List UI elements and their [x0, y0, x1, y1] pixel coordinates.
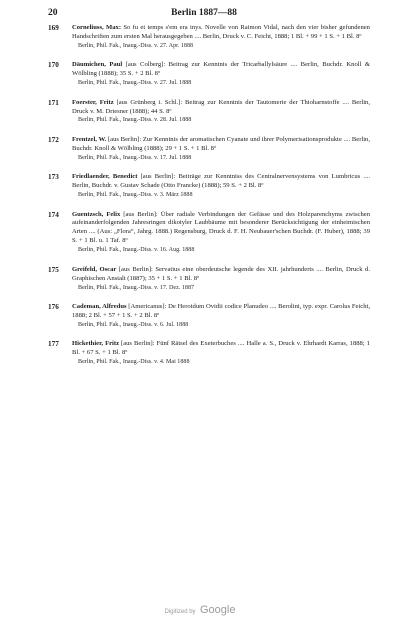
entry-number: 177 [48, 340, 59, 349]
entry-dissertation: Berlin, Phil. Fak., Inaug.-Diss. v. 27. Jul. 1888 [78, 80, 192, 87]
bibliography-entry [48, 136, 370, 162]
entry-number: 172 [48, 135, 59, 144]
entry-description: [aus Berlin]: Servatius eine oberdeutsche legende des XII. jahrhunderts .... Berlin, Druck d. Graphischen Anstalt (1887); 35 + 1 S. + 1 Bl. 8º [72, 265, 370, 282]
entry-number: 174 [48, 210, 59, 219]
entry-author: Corneliuss, Max: [72, 24, 122, 31]
entry-number: 169 [48, 24, 59, 32]
page-header [48, 8, 360, 22]
entry-text [72, 136, 370, 154]
entry-author: Hickethier, Fritz [72, 340, 119, 348]
running-title: Berlin 1887—88 [171, 8, 237, 18]
entry-author: Guentzsch, Felix [72, 210, 121, 218]
entry-description: [aus Grünberg i. Schl.]: Beitrag zur Kenntnis der Tautomerie der Thioharnstoffe .... Berlin, Druck v. M. Driesner (1888); 44 S. 8º [72, 98, 370, 115]
entry-number: 175 [48, 265, 59, 274]
bibliography-list [48, 24, 370, 378]
bibliography-entry [48, 303, 370, 329]
entry-dissertation: Berlin, Phil. Fak., Inaug.-Diss. v. 17. Dez. 1887 [78, 284, 195, 291]
entry-number: 170 [48, 61, 59, 70]
entry-text [72, 266, 370, 284]
entry-dissertation: Berlin, Phil. Fak., Inaug.-Diss. v. 17. Jul. 1888 [78, 154, 192, 161]
entry-text [72, 173, 370, 191]
entry-description: [aus Berlin]: Beiträge zur Kenntniss des Centralnervensystems von Lumbricus .... Berlin, Buchdr. v. Gustav Schade (Otto Francke) (1888); 59 S. + 2 Bl. 8º [72, 173, 371, 190]
entry-author: Foerster, Fritz [72, 98, 114, 106]
entry-text [72, 211, 370, 247]
entry-dissertation: Berlin, Phil. Fak., Inaug.-Diss. v. 6. Jul. 1888 [78, 321, 189, 328]
entry-text [72, 61, 370, 79]
entry-text [72, 99, 370, 117]
entry-number: 176 [48, 303, 59, 311]
entry-description: [aus Berlin]: Über radiale Verbindungen der Gefässe und des Holzparenchyms zwischen aufeinanderfolgenden Jahresringen dikotyler Laubbäume mit besonderer Berücksichtigung der einheimischen Arten .... (Aus: „Flora“, Jahrg. 1888.) Regensburg, Druck d. F. H. Neubauer'schen Buchdr. (F. Huber), 1888; 39 S. + 1 Bl. u. 1 Taf. 8º [72, 210, 370, 245]
bibliography-entry [48, 211, 370, 255]
entry-dissertation: Berlin, Phil. Fak., Inaug.-Diss. v. 28. Jul. 1888 [78, 117, 192, 124]
bibliography-entry [48, 340, 370, 366]
entry-author: Cademan, Alfredus [72, 303, 127, 310]
entry-text [72, 24, 370, 42]
bibliography-entry [48, 266, 370, 292]
entry-number: 171 [48, 98, 59, 107]
entry-description: [aus Colberg]: Beitrag zur Kenntnis der Tricarballylsäure .... Berlin, Buchdr. Knoll & Wölbling (1888); 35 S. + 2 Bl. 8º [72, 61, 371, 78]
bibliography-entry [48, 99, 370, 125]
entry-author: Friedlaender, Benedict [72, 173, 138, 181]
entry-description: So fu et temps s'em era inys. Novelle von Raimon Vidal, nach den vier bisher gefundenen Handschriften zum ersten Mal herausgegeben .... Berlin, Druck v. C. Feicht, 1888; 1 Bl. + 99 + 1 S. + 1 Bl. 8º [72, 24, 370, 40]
entry-dissertation: Berlin, Phil. Fak., Inaug.-Diss. v. 16. Aug. 1888 [78, 247, 195, 254]
entry-author: Frentzel, W. [72, 135, 107, 143]
entry-description: [Americanus]: De Heroidum Ovidii codice Planudeo .... Berolini, typ. expr. Carolus Feicht, 1888; 2 Bl. + 57 + 1 S. + 2 Bl. 8º [72, 303, 370, 319]
entry-description: [aus Berlin]: Zur Kenntnis der aromatischen Cyanate und ihrer Polymerisationsprodukte .... Berlin, Buchdr. Knoll & Wölbling (1888); 29 + 1 S. + 1 Bl. 8º [72, 135, 371, 152]
entry-description: [aus Berlin]: Fünf Rätsel des Exeterbuches .... Halle a. S., Druck v. Ehrhardt Karras, 1888; 1 Bl. + 67 S. + 1 Bl. 8º [72, 340, 370, 357]
google-logo: Google [199, 604, 236, 616]
digitization-watermark [0, 600, 400, 618]
bibliography-entry [48, 173, 370, 199]
digitized-by-label: Digitized by [164, 609, 196, 615]
page-number: 20 [48, 8, 58, 18]
entry-dissertation: Berlin, Phil. Fak., Inaug.-Diss. v. 27. Apr. 1888 [78, 42, 194, 49]
entry-text [72, 303, 370, 321]
entry-number: 173 [48, 173, 59, 182]
entry-text [72, 340, 370, 358]
entry-dissertation: Berlin, Phil. Fak., Inaug.-Diss. v. 3. März 1888 [78, 192, 193, 199]
entry-author: Greifeld, Oscar [72, 265, 117, 273]
entry-author: Däumichen, Paul [72, 61, 123, 69]
bibliography-entry [48, 24, 370, 50]
entry-dissertation: Berlin, Phil. Fak., Inaug.-Diss. v. 4. Mai 1888 [78, 359, 190, 366]
bibliography-entry [48, 61, 370, 87]
